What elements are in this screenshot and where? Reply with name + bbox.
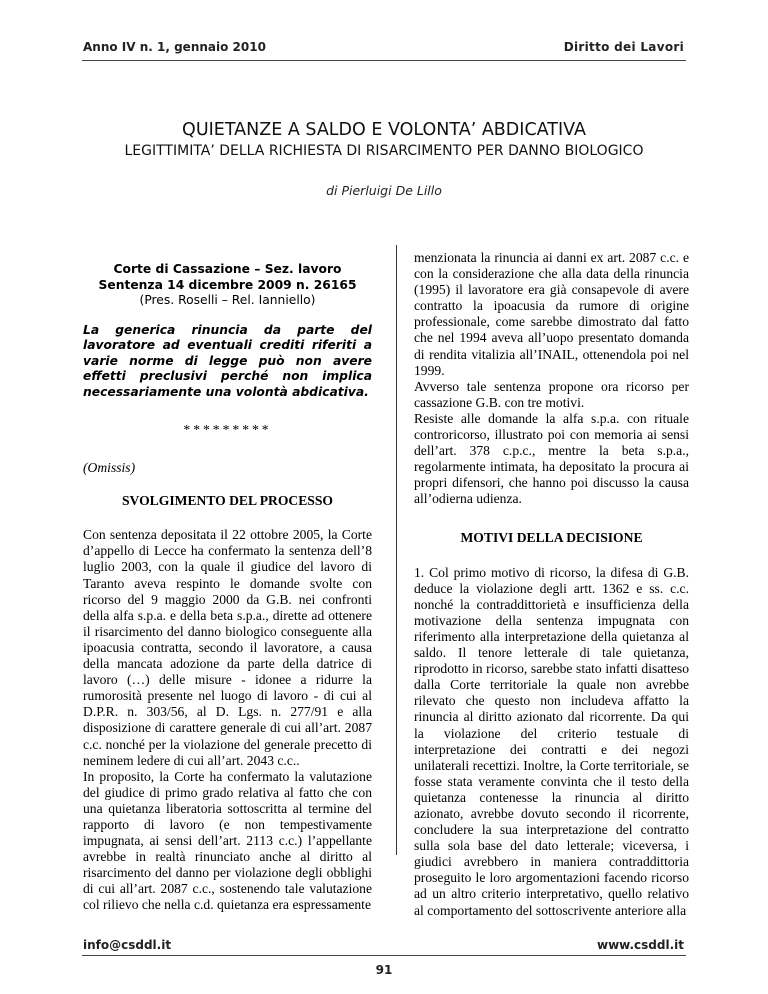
article-author: di Pierluigi De Lillo (326, 183, 442, 198)
separator-stars: ********* (183, 422, 272, 437)
paragraph: In proposito, la Corte ha confermato la valutazione del giudice di primo grado relativa al fatto che con una quietanza liberatoria sottoscritta al termine del rapporto di lavoro (e non tempestivamente impugnata, ai sensi dell’art. 2113 c.c.) l’appellante avrebbe in realtà rinunciato anche al diritto al risarcimento del danno per violazione degli obblighi di cui all’art. 2087 c.c., sostenendo tale valutazione col rilievo che nella c.d. quietanza era espressamente (83, 768, 372, 913)
header-rule (82, 60, 686, 61)
paragraph: 1. Col primo motivo di ricorso, la difesa di G.B. deduce la violazione degli artt. 1362 e ss. c.c. nonché la contraddittorietà e insufficienza della motivazione della sentenza impugnata con riferimento alla interpretazione della quietanza al saldo. Il tenore letterale di tale quietanza, riprodotto in ricorso, sarebbe stato infatti disatteso dalla Corte territoriale la quale non avrebbe rilevato che questo non includeva affatto la rinuncia al diritto azionato dal ricorrente. Da qui la violazione del criterio testuale di interpretazione dei contratti e dei negozi unilaterali recettizi. Inoltre, la Corte territoriale, se fosse stata veramente convinta che il testo della quietanza contenesse la rinuncia al diritto azionato, avrebbe dovuto secondo il ricorrente, concludere la sua interpretazione del contratto sulla sola base del dato letterale; viceversa, i giudici avrebbero in maniera contraddittoria proseguito le loro argomentazioni facendo ricorso ad un altro criterio interpretativo, quello relativo al comportamento del sottoscrivente anteriore alla (414, 564, 689, 918)
paragraph: Avverso tale sentenza propone ora ricorso per cassazione G.B. con tre motivi. (414, 378, 689, 410)
paragraph: Resiste alle domande la alfa s.p.a. con rituale controricorso, illustrato poi con memoria ai sensi dell’art. 378 c.p.c., mentre la beta s.p.a., regolarmente intimata, ha depositato la procura ai propri difensori, che hanno poi discusso la causa all’odierna udienza. (414, 410, 689, 507)
footer-rule (82, 955, 686, 956)
paragraph: Con sentenza depositata il 22 ottobre 2005, la Corte d’appello di Lecce ha confermato la sentenza dell’8 luglio 2003, con la quale il giudice del lavoro di Taranto aveva respinto le domande svolte con ricorso del 9 maggio 2000 da G.B. nei confronti della alfa s.p.a. e della beta s.p.a., dirette ad ottenere il risarcimento del danno biologico conseguente alla ipoacusia contratta, secondo il lavoratore, a causa della mancata adozione da parte della datrice di lavoro (…) delle misure - idonee a ridurre la rumorosità presente nel luogo di lavoro - di cui al D.P.R. n. 303/56, al D. Lgs. n. 277/91 e alla disposizione di carattere generale di cui all’art. 2087 c.c. nonché per la violazione del generale precetto di neminem ledere di cui all’art. 2043 c.c.. (83, 527, 372, 768)
court-sentence: Sentenza 14 dicembre 2009 n. 26165 (98, 277, 357, 292)
page-number: 91 (375, 963, 393, 977)
section-heading-svolgimento: SVOLGIMENTO DEL PROCESSO (122, 493, 333, 509)
paragraph: menzionata la rinuncia ai danni ex art. 2087 c.c. e con la considerazione che alla data della rinuncia (1995) il lavoratore era già consapevole di avere contratto la ipoacusia da rumore di origine professionale, come sarebbe dimostrato dal fatto che nel 1994 aveva all’uopo presentato domanda di rendita vitalizia all’INAIL, ottenendola poi nel 1999. (414, 250, 689, 378)
footer-email: info@csddl.it (83, 938, 172, 952)
section-heading-motivi: MOTIVI DELLA DECISIONE (460, 529, 643, 545)
left-column (83, 247, 372, 914)
column-divider (396, 245, 397, 855)
court-name: Corte di Cassazione – Sez. lavoro (113, 262, 342, 276)
header-journal: Diritto dei Lavori (563, 40, 684, 54)
footer-website: www.csddl.it (596, 938, 684, 952)
massima: La generica rinuncia da parte del lavoratore ad eventuali crediti riferiti a varie norme di legge può non avere effetti preclusivi perché non implica necessariamente una volontà abdicativa. (83, 322, 372, 399)
article-title: QUIETANZE A SALDO E VOLONTA’ ABDICATIVA (182, 120, 586, 140)
court-block (83, 262, 372, 309)
article-subtitle: LEGITTIMITA’ DELLA RICHIESTA DI RISARCIMENTO PER DANNO BIOLOGICO (124, 143, 644, 159)
court-judges: (Pres. Roselli – Rel. Ianniello) (139, 293, 316, 307)
omissis: (Omissis) (83, 460, 136, 476)
right-column (414, 250, 689, 919)
header-issue: Anno IV n. 1, gennaio 2010 (83, 40, 266, 54)
